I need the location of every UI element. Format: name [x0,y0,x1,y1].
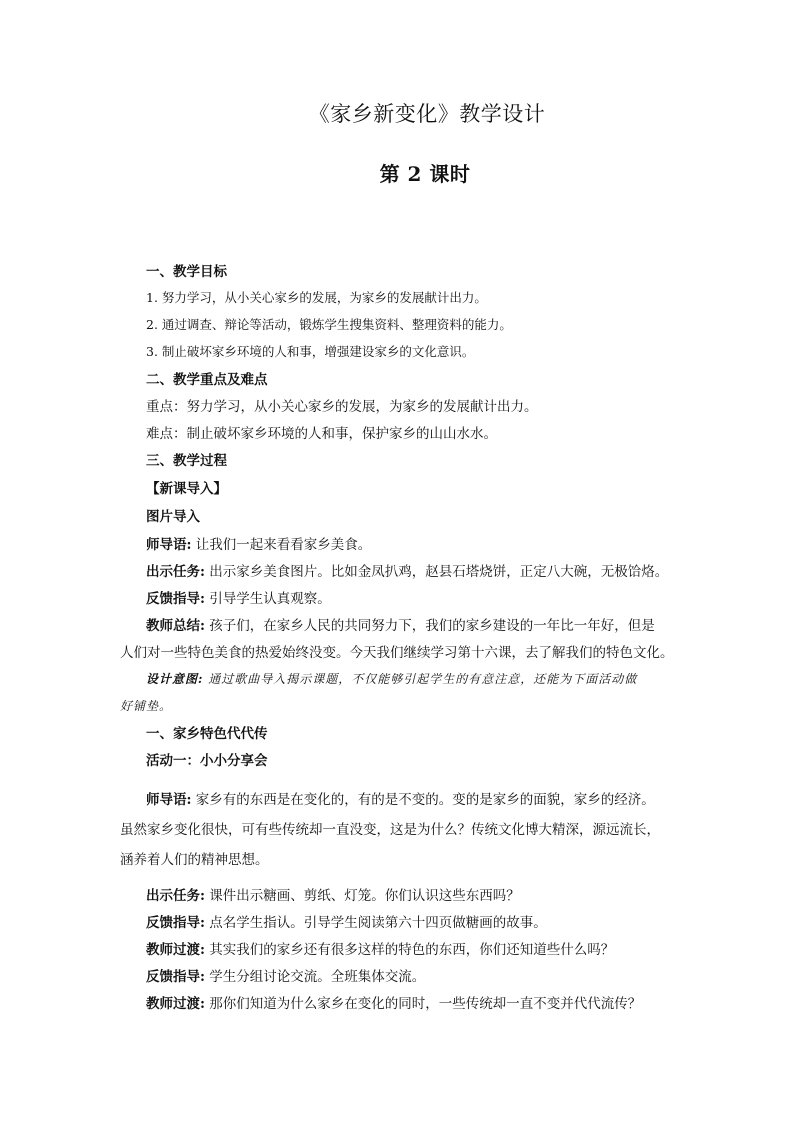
section-heading-key-points: 二、教学重点及难点 [146,372,268,388]
show-task-2: 出示任务: 课件出示糖画、剪纸、灯笼。你们认识这些东西吗？ [146,888,520,904]
section-heading-process: 三、教学过程 [146,453,227,469]
feedback-guidance: 反馈指导: 引导学生认真观察。 [146,591,331,607]
page-title: 《家乡新变化》教学设计 [308,102,546,126]
design-intent: 设计意图: 通过歌曲导入揭示课题，不仅能够引起学生的有意注意，还能为下面活动做 [146,672,638,686]
teacher-summary: 教师总结: 孩子们，在家乡人民的共同努力下，我们的家乡建设的一年比一年好，但是 [146,618,655,634]
activity-heading: 活动一：小小分享会 [146,753,268,769]
lesson-number: 第 2 课时 [379,162,471,186]
difficulty: 难点：制止破坏家乡环境的人和事，保护家乡的山山水水。 [146,426,497,442]
teacher-transition-2: 教师过渡: 那你们知道为什么家乡在变化的同时，一些传统却一直不变并代代流传？ [146,996,642,1012]
objective-item: 2. 通过调查、辩论等活动，锻炼学生搜集资料、整理资料的能力。 [146,317,512,332]
show-task: 出示任务: 出示家乡美食图片。比如金凤扒鸡，赵县石塔烧饼，正定八大碗，无极饸烙。 [146,564,669,580]
section-heading-objectives: 一、教学目标 [146,264,227,280]
design-intent-cont: 好铺垫。 [120,699,173,713]
teacher-summary-cont: 人们对一些特色美食的热爱始终没变。今天我们继续学习第十六课，去了解我们的特色文化。 [120,645,674,661]
feedback-guidance-2: 反馈指导: 点名学生指认。引导学生阅读第六十四页做糖画的故事。 [146,915,547,931]
part-heading: 一、家乡特色代代传 [146,726,268,742]
teacher-transition-1: 教师过渡: 其实我们的家乡还有很多这样的特色的东西，你们还知道些什么吗？ [146,942,615,958]
objective-item: 1. 努力学习，从小关心家乡的发展，为家乡的发展献计出力。 [146,290,487,305]
picture-intro: 图片导入 [146,509,200,525]
new-lesson-heading: 【新课导入】 [146,481,227,497]
teacher-guide-2-cont: 涵养着人们的精神思想。 [120,852,269,868]
key-point: 重点：努力学习，从小关心家乡的发展，为家乡的发展献计出力。 [146,399,538,415]
teacher-guide-2: 师导语: 家乡有的东西是在变化的，有的是不变的。变的是家乡的面貌，家乡的经济。 [146,792,655,808]
teacher-guide: 师导语: 让我们一起来看看家乡美食。 [146,537,372,553]
objective-item: 3. 制止破坏家乡环境的人和事，增强建设家乡的文化意识。 [146,344,475,359]
feedback-guidance-3: 反馈指导: 学生分组讨论交流。全班集体交流。 [146,969,426,985]
teacher-guide-2-cont: 虽然家乡变化很快，可有些传统却一直没变，这是为什么？传统文化博大精深，源远流长， [120,822,660,838]
